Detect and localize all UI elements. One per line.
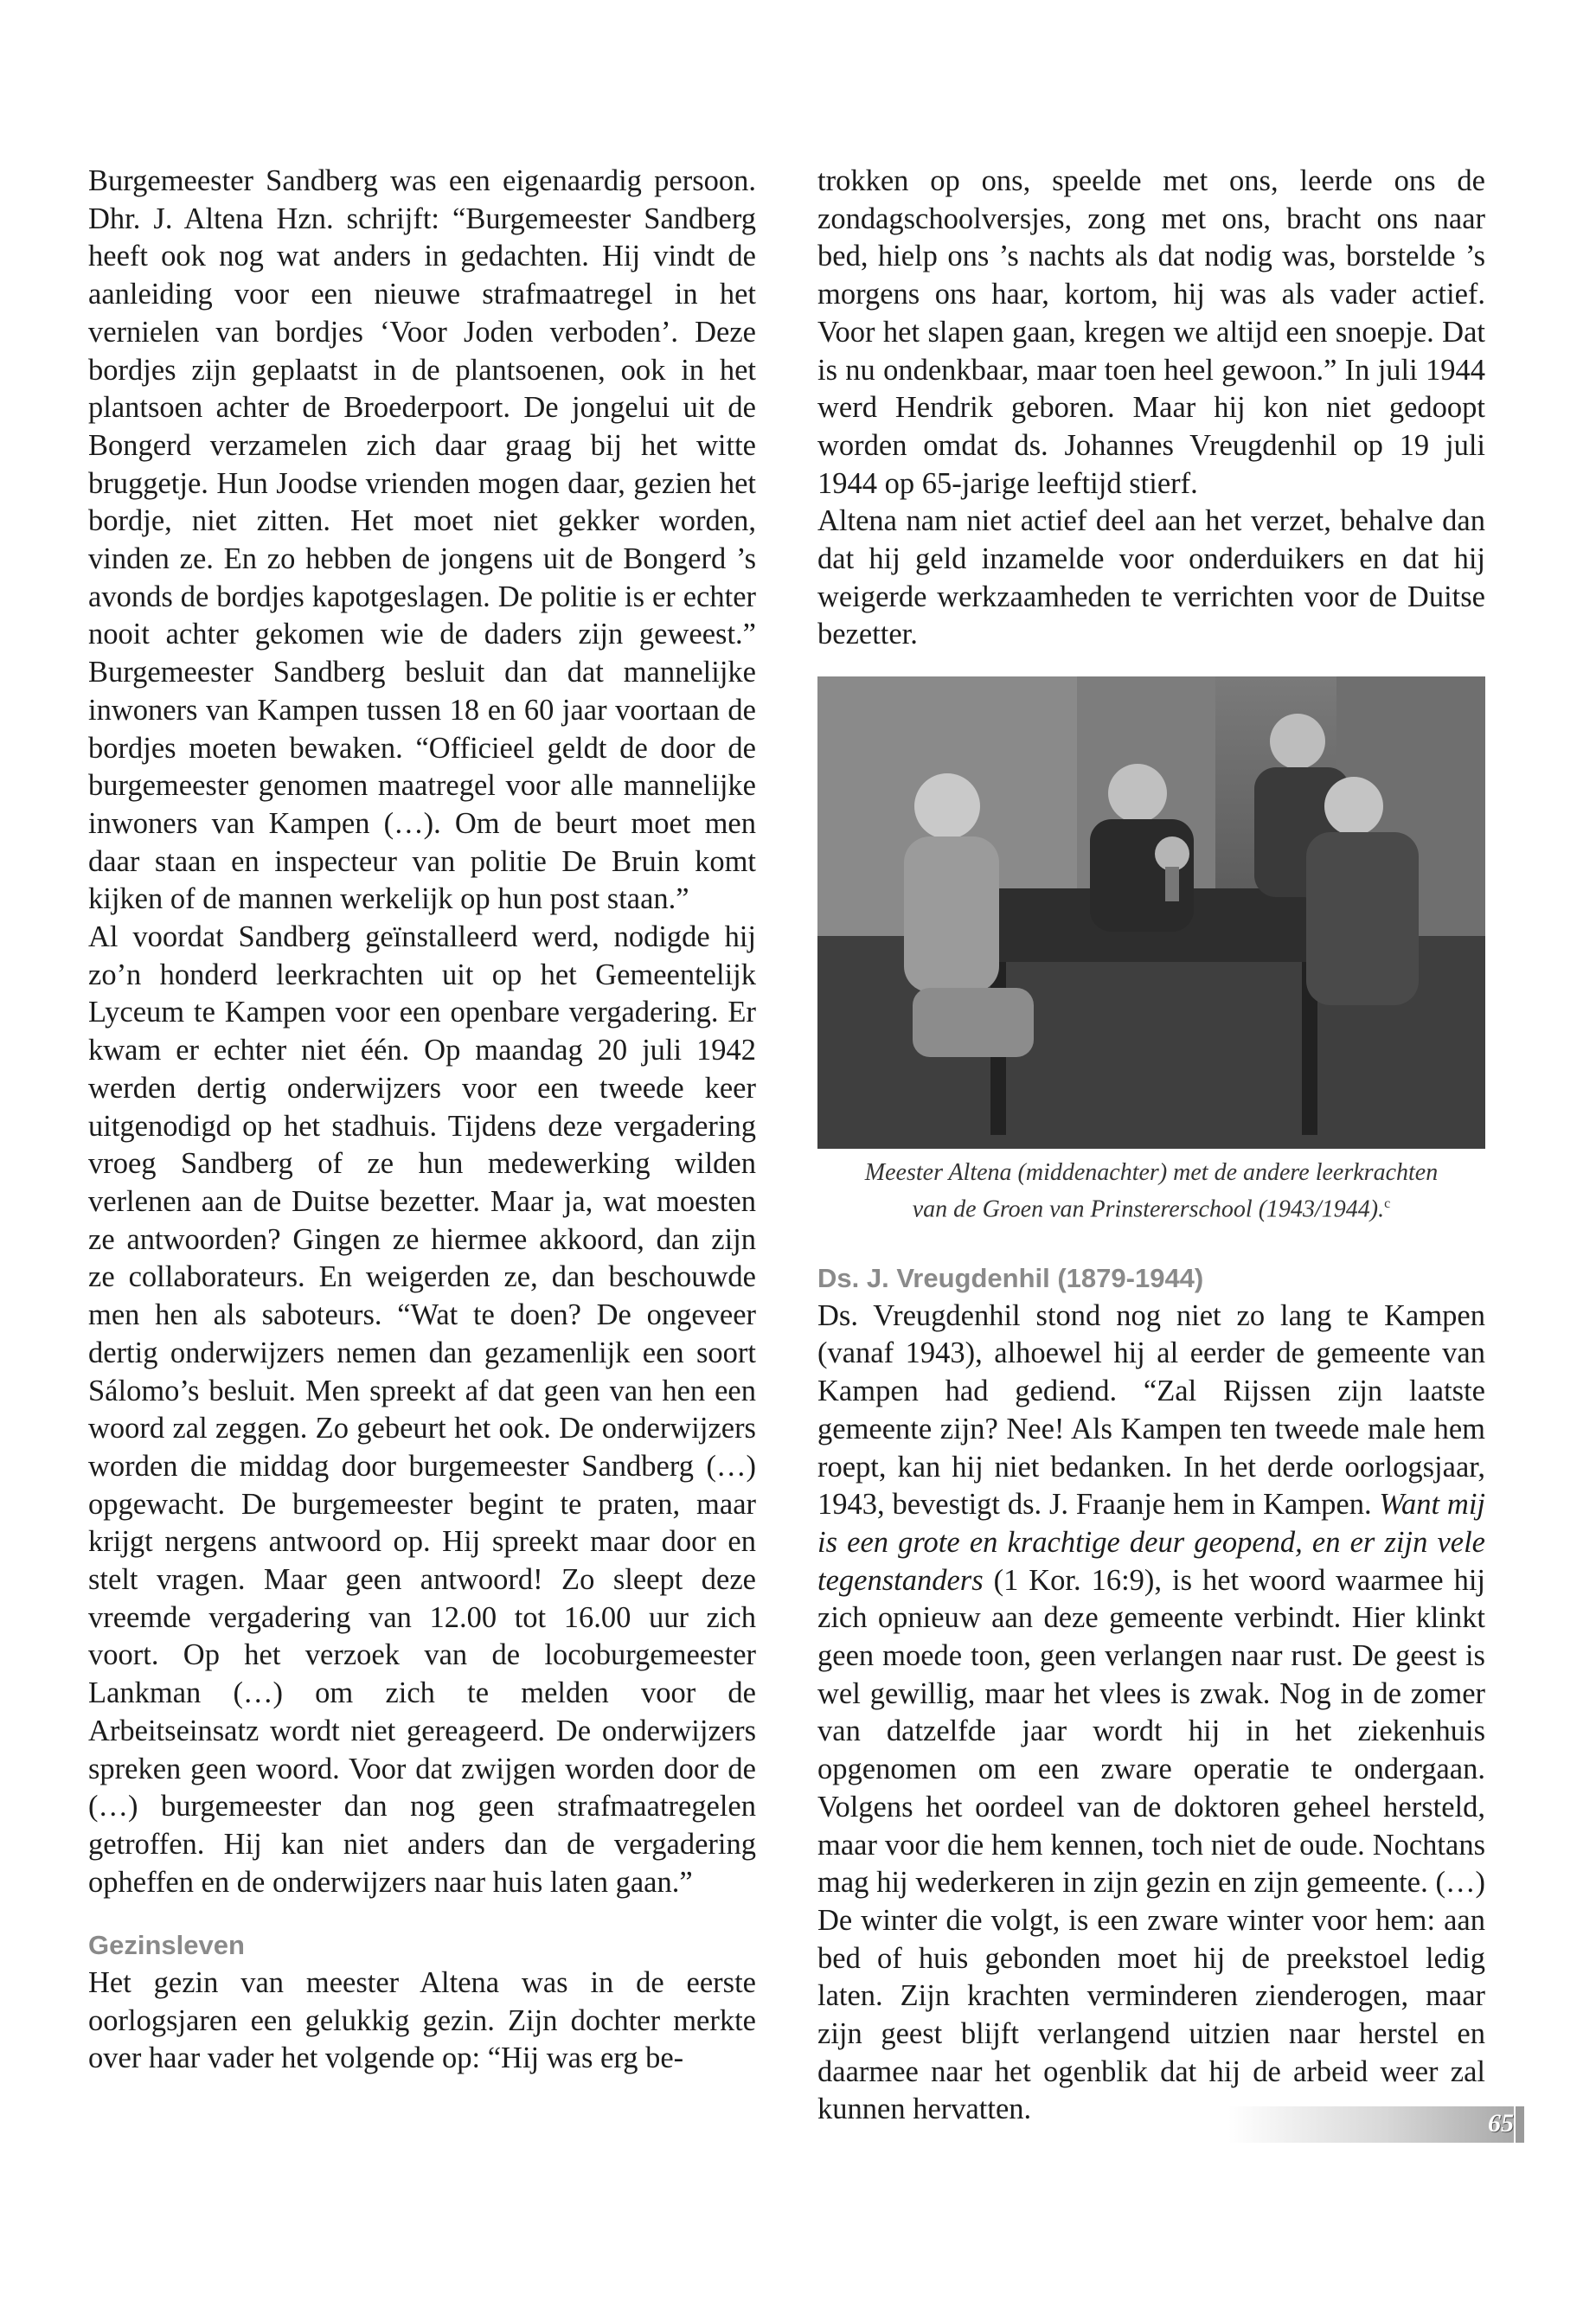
right-column-top xyxy=(817,163,1485,654)
section-heading: Gezinsleven xyxy=(88,1930,245,1961)
paragraph: Burgemeester Sandberg was een eigenaardig persoon. Dhr. J. Altena Hzn. schrijft: “Burgemeester Sandberg heeft ook nog wat anders in gedachten. Hij vindt de aanleiding voor een nieuwe strafmaatregel in het vernielen van bordjes ‘Voor Joden verboden’. Deze bordjes zijn geplaatst in de plantsoenen, ook in het plantsoen achter de Broederpoort. De jongelui uit de Bongerd verzamelen zich daar graag bij het witte bruggetje. Hun Joodse vrienden mogen daar, gezien het bordje, niet zitten. Het moet niet gekker worden, vinden ze. En zo hebben de jongens uit de Bongerd ’s avonds de bordjes kapotgeslagen. De politie is er echter nooit achter gekomen wie de daders zijn geweest.” Burgemeester Sandberg besluit dan dat mannelijke inwoners van Kampen tussen 18 en 60 jaar voortaan de bordjes moeten bewaken. “Officieel geldt de door de burgemeester genomen maatregel voor alle mannelijke inwoners van Kampen (…). Om de beurt moet men daar staan en inspecteur van politie De Bruin komt kijken of de mannen werkelijk op hun post staan.” xyxy=(88,164,756,916)
paragraph: Al voordat Sandberg geïnstalleerd werd, nodigde hij zo’n honderd leerkrachten uit op het Gemeentelijk Lyceum te Kampen voor een openbare vergadering. Er kwam er echter niet één. Op maandag 20 juli 1942 werden dertig onderwijzers voor een tweede keer uitgenodigd op het stadhuis. Tijdens deze vergadering vroeg Sandberg of ze hun medewerking wilden verlenen aan de Duitse bezetter. Maar ja, wat moesten ze antwoorden? Gingen ze hiermee akkoord, dan zijn ze collaborateurs. En weigerden ze, dan beschouwde men hen als saboteurs. “Wat te doen? De ongeveer dertig onderwijzers nemen dan gezamenlijk een soort Sálomo’s besluit. Men spreekt af dat geen van hen een woord zal zeggen. Zo gebeurt het ook. De onderwijzers worden die middag door burgemeester Sandberg (…) opgewacht. De burgemeester begint te praten, maar krijgt nergens antwoord op. Hij spreekt maar door en stelt vragen. Maar geen antwoord! Zo sleept deze vreemde vergadering van 12.00 tot 16.00 uur zich voort. Op het verzoek van de locoburgemeester Lankman (…) om zich te melden voor de Arbeitseinsatz wordt niet gereageerd. De onderwijzers spreken geen woord. Voor dat zwijgen worden door de (…) burgemeester dan nog geen strafmaatregelen getroffen. Hij kan niet anders dan de vergadering opheffen en de onderwijzers naar huis laten gaan.” xyxy=(88,920,756,1899)
section-heading: Ds. J. Vreugdenhil (1879-1944) xyxy=(817,1263,1204,1293)
footnote-marker: c xyxy=(1384,1196,1391,1211)
page-number-bar-end xyxy=(1516,2106,1524,2143)
right-column-bottom xyxy=(817,1259,1485,2129)
left-column xyxy=(88,163,756,2078)
group-photo xyxy=(817,676,1485,1149)
caption-line: Meester Altena (middenachter) met de andere leerkrachten xyxy=(864,1159,1439,1186)
paragraph: Het gezin van meester Altena was in de eerste oorlogsjaren een gelukkig gezin. Zijn dochter merkte over haar vader het volgende op: “Hij was erg be- xyxy=(88,1966,756,2075)
caption-line: van de Groen van Prinstererschool (1943/1944).$^c$ xyxy=(912,1195,1391,1223)
paragraph: Ds. Vreugdenhil stond nog niet zo lang te Kampen (vanaf 1943), alhoewel hij al eerder de gemeente van Kampen had gediend. “Zal Rijssen zijn laatste gemeente zijn? Nee! Als Kampen ten tweede male hem roept, kan hij niet bedanken. In het derde oorlogsjaar, 1943, bevestigt ds. J. Fraanje hem in Kampen. Want mij is een grote en krachtige deur geopend, en er zijn vele tegenstanders (1 Kor. 16:9), is het woord waarmee hij zich opnieuw aan deze gemeente verbindt. Hier klinkt geen moede toon, geen verlangen naar rust. De geest is wel gewillig, maar het vlees is zwak. Nog in de zomer van datzelfde jaar wordt hij in het ziekenhuis opgenomen om een zware operatie te ondergaan. Volgens het oordeel van de doktoren geheel hersteld, maar voor die hem kennen, toch niet de oude. Nochtans mag hij wederkeren in zijn gezin en zijn gemeente. (…) De winter die volgt, is een zware winter voor hem: aan bed of huis gebonden moet hij de preekstoel ledig laten. Zijn krachten verminderen zienderogen, maar zijn geest blijft verlangend uitzien naar herstel en daarmee naar het ogenblik dat hij de arbeid weer zal kunnen hervatten. xyxy=(817,1298,1486,2126)
paragraph: trokken op ons, speelde met ons, leerde ons de zondagschoolversjes, zong met ons, bracht ons naar bed, hielp ons ’s nachts als dat nodig was, borstelde ’s morgens ons haar, kortom, hij was als vader actief. Voor het slapen gaan, kregen we altijd een snoepje. Dat is nu ondenkbaar, maar toen heel gewoon.” In juli 1944 werd Hendrik geboren. Maar hij kon niet gedoopt worden omdat ds. Johannes Vreugdenhil op 19 juli 1944 op 65-jarige leeftijd stierf. xyxy=(817,164,1485,500)
paragraph: Altena nam niet actief deel aan het verzet, behalve dan dat hij geld inzamelde voor onderduikers en dat hij weigerde werkzaamheden te verrichten voor de Duitse bezetter. xyxy=(817,504,1485,651)
page-number: 65 xyxy=(1488,2109,1514,2138)
photo-caption xyxy=(804,1157,1498,1225)
